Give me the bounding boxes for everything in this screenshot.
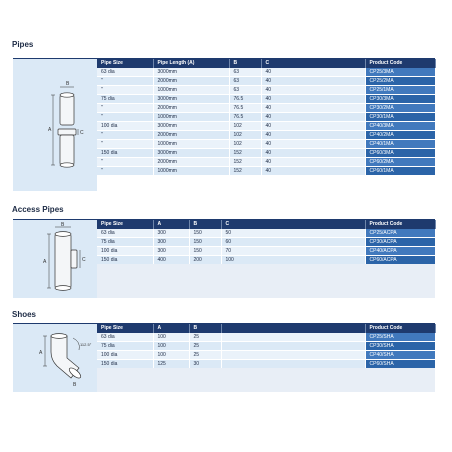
table-row <box>97 342 435 351</box>
cell: 1000mm <box>153 113 229 122</box>
cell: 2000mm <box>153 104 229 113</box>
cell: " <box>97 131 153 140</box>
cell: 100 dia <box>97 122 153 131</box>
cell: 152 <box>229 158 261 167</box>
cell <box>221 351 365 360</box>
cell: 75 dia <box>97 342 153 351</box>
cell: 70 <box>221 247 365 256</box>
access-pipes-table <box>97 220 436 265</box>
cell: 150 dia <box>97 360 153 369</box>
table-row <box>97 131 435 140</box>
table-row <box>97 149 435 158</box>
product-code: CP60/1MA <box>365 167 435 176</box>
table-row <box>97 351 435 360</box>
cell: 63 dia <box>97 68 153 77</box>
section-title-shoes: Shoes <box>12 310 37 319</box>
table-row <box>97 95 435 104</box>
cell: 100 <box>221 256 365 265</box>
cell: 60 <box>221 238 365 247</box>
cell: 40 <box>261 86 365 95</box>
cell: 40 <box>261 158 365 167</box>
section-title-access-pipes: Access Pipes <box>12 205 64 214</box>
pipes-label-a: A <box>48 127 52 133</box>
shoes-table <box>97 324 436 369</box>
product-code: CP40/SHA <box>365 351 435 360</box>
pipes-label-c: C <box>80 130 84 136</box>
product-code: CP60/ACPA <box>365 256 435 265</box>
table-row <box>97 333 435 342</box>
cell: " <box>97 113 153 122</box>
product-code: CP30/1MA <box>365 113 435 122</box>
col-header: Product Code <box>365 324 435 333</box>
cell: 100 <box>153 351 189 360</box>
cell: 63 <box>229 77 261 86</box>
shoe-label-a: A <box>39 350 43 356</box>
col-header: B <box>189 220 221 229</box>
cell: 40 <box>261 113 365 122</box>
cell: 63 <box>229 86 261 95</box>
pipes-label-b: B <box>66 81 70 87</box>
cell: 30 <box>189 360 221 369</box>
cell: 100 <box>153 333 189 342</box>
cell: 3000mm <box>153 149 229 158</box>
cell: " <box>97 167 153 176</box>
pipes-diagram <box>13 59 97 191</box>
cell: 1000mm <box>153 140 229 149</box>
col-header: Pipe Size <box>97 220 153 229</box>
cell: 63 dia <box>97 333 153 342</box>
table-row <box>97 140 435 149</box>
product-code: CP25/SHA <box>365 333 435 342</box>
cell: 100 dia <box>97 247 153 256</box>
table-row <box>97 122 435 131</box>
product-code: CP30/SHA <box>365 342 435 351</box>
cell: 25 <box>189 342 221 351</box>
cell: 40 <box>261 131 365 140</box>
cell: 300 <box>153 247 189 256</box>
pipes-table <box>97 59 436 176</box>
col-header: Product Code <box>365 59 435 68</box>
section-title-pipes: Pipes <box>12 40 34 49</box>
cell: 300 <box>153 238 189 247</box>
cell: 300 <box>153 229 189 238</box>
table-row <box>97 113 435 122</box>
product-code: CP40/2MA <box>365 131 435 140</box>
access-table-filler <box>97 264 435 298</box>
cell: " <box>97 86 153 95</box>
cell: 3000mm <box>153 95 229 104</box>
cell: 3000mm <box>153 122 229 131</box>
cell: 75 dia <box>97 95 153 104</box>
col-header: Pipe Length (A) <box>153 59 229 68</box>
product-code: CP60/3MA <box>365 149 435 158</box>
cell: 3000mm <box>153 68 229 77</box>
product-code: CP25/ACPA <box>365 229 435 238</box>
shoe-angle-label: 112.5° <box>80 342 92 347</box>
cell: 40 <box>261 140 365 149</box>
product-code: CP40/ACPA <box>365 247 435 256</box>
cell: 63 dia <box>97 229 153 238</box>
product-code: CP60/2MA <box>365 158 435 167</box>
table-row <box>97 167 435 176</box>
cell <box>221 333 365 342</box>
access-label-a: A <box>43 259 47 265</box>
cell: 150 <box>189 247 221 256</box>
product-code: CP30/2MA <box>365 104 435 113</box>
cell: 25 <box>189 351 221 360</box>
shoes-header-row <box>97 324 435 333</box>
cell: " <box>97 158 153 167</box>
cell: 76.5 <box>229 113 261 122</box>
shoes-block <box>13 323 435 392</box>
cell: 150 <box>189 229 221 238</box>
cell: 152 <box>229 149 261 158</box>
pipe-drawing <box>13 59 97 191</box>
cell: 2000mm <box>153 158 229 167</box>
product-code: CP25/3MA <box>365 68 435 77</box>
cell: " <box>97 77 153 86</box>
cell: 40 <box>261 149 365 158</box>
cell: 400 <box>153 256 189 265</box>
cell: 150 dia <box>97 256 153 265</box>
cell: 1000mm <box>153 86 229 95</box>
table-row <box>97 68 435 77</box>
cell: 125 <box>153 360 189 369</box>
product-code: CP25/2MA <box>365 77 435 86</box>
access-label-c: C <box>82 257 86 263</box>
cell: 150 dia <box>97 149 153 158</box>
cell: " <box>97 104 153 113</box>
cell: 200 <box>189 256 221 265</box>
shoes-table-filler <box>97 368 435 392</box>
pipes-header-row <box>97 59 435 68</box>
cell: 2000mm <box>153 77 229 86</box>
access-label-b: B <box>61 222 65 228</box>
pipes-block <box>13 58 435 191</box>
cell: 150 <box>189 238 221 247</box>
cell: 100 dia <box>97 351 153 360</box>
table-row <box>97 86 435 95</box>
cell: 76.5 <box>229 95 261 104</box>
cell <box>221 342 365 351</box>
cell: 50 <box>221 229 365 238</box>
table-row <box>97 77 435 86</box>
col-header: B <box>229 59 261 68</box>
product-code: CP30/3MA <box>365 95 435 104</box>
col-header: A <box>153 324 189 333</box>
access-header-row <box>97 220 435 229</box>
table-row <box>97 247 435 256</box>
shoe-drawing <box>13 324 97 392</box>
col-header: Pipe Size <box>97 59 153 68</box>
cell: 102 <box>229 122 261 131</box>
table-row <box>97 158 435 167</box>
cell: 40 <box>261 95 365 104</box>
col-header <box>221 324 365 333</box>
cell: 2000mm <box>153 131 229 140</box>
col-header: C <box>261 59 365 68</box>
shoe-label-b: B <box>73 382 77 388</box>
col-header: B <box>189 324 221 333</box>
cell: 40 <box>261 77 365 86</box>
cell: 40 <box>261 68 365 77</box>
product-code: CP40/3MA <box>365 122 435 131</box>
cell: 102 <box>229 140 261 149</box>
product-code: CP30/ACPA <box>365 238 435 247</box>
cell: 102 <box>229 131 261 140</box>
product-code: CP60/SHA <box>365 360 435 369</box>
product-code: CP25/1MA <box>365 86 435 95</box>
table-row <box>97 104 435 113</box>
table-row <box>97 238 435 247</box>
cell: 40 <box>261 122 365 131</box>
col-header: Product Code <box>365 220 435 229</box>
product-code: CP40/1MA <box>365 140 435 149</box>
col-header: Pipe Size <box>97 324 153 333</box>
cell: 40 <box>261 104 365 113</box>
col-header: C <box>221 220 365 229</box>
cell: 152 <box>229 167 261 176</box>
access-pipes-diagram <box>13 220 97 298</box>
cell: 25 <box>189 333 221 342</box>
access-pipe-drawing <box>13 220 97 298</box>
cell: 63 <box>229 68 261 77</box>
cell: 1000mm <box>153 167 229 176</box>
access-pipes-block <box>13 219 435 298</box>
col-header: A <box>153 220 189 229</box>
cell: 40 <box>261 167 365 176</box>
cell: " <box>97 140 153 149</box>
table-row <box>97 229 435 238</box>
cell: 100 <box>153 342 189 351</box>
shoes-diagram <box>13 324 97 392</box>
cell: 75 dia <box>97 238 153 247</box>
cell: 76.5 <box>229 104 261 113</box>
